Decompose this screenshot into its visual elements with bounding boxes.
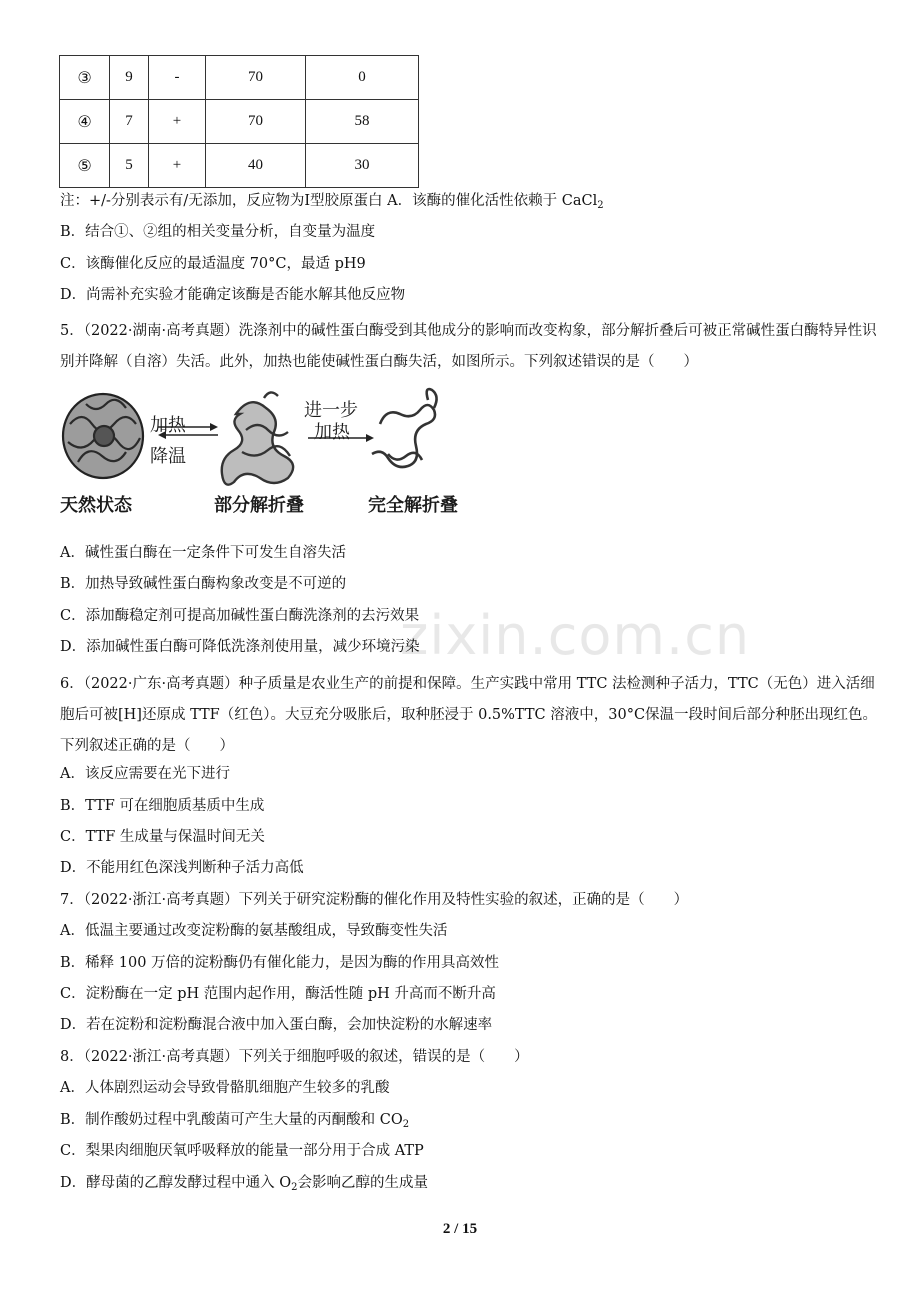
table-cell: ④ xyxy=(60,100,110,144)
watermark: zixin.com.cn xyxy=(400,604,751,667)
q7-option-d: D．若在淀粉和淀粉酶混合液中加入蛋白酶，会加快淀粉的水解速率 xyxy=(60,1017,493,1033)
state-native-label: 天然状态 xyxy=(60,495,132,516)
table-cell: - xyxy=(149,56,206,100)
q8-option-c: C．梨果肉细胞厌氧呼吸释放的能量一部分用于合成 ATP xyxy=(60,1143,424,1159)
q5-option-d: D．添加碱性蛋白酶可降低洗涤剂使用量，减少环境污染 xyxy=(60,639,420,655)
results-table xyxy=(59,55,419,188)
table-cell: ③ xyxy=(60,56,110,100)
table-row xyxy=(60,100,419,144)
figure-drawing xyxy=(58,384,468,494)
q8-option-d: D．酵母菌的乙醇发酵过程中通入 $O_2$会影响乙醇的生成量 xyxy=(60,1175,428,1193)
q7-option-a: A．低温主要通过改变淀粉酶的氨基酸组成，导致酶变性失活 xyxy=(60,923,448,939)
table-cell: 30 xyxy=(306,144,419,188)
q6-option-c: C．TTF 生成量与保温时间无关 xyxy=(60,829,265,845)
q7-option-c: C．淀粉酶在一定 pH 范围内起作用，酶活性随 pH 升高而不断升高 xyxy=(60,986,496,1002)
q5-option-c: C．添加酶稳定剂可提高加碱性蛋白酶洗涤剂的去污效果 xyxy=(60,608,420,624)
table-cell: 70 xyxy=(206,100,306,144)
q6-stem: 6．（2022·广东·高考真题）种子质量是农业生产的前提和保障。生产实践中常用 TTC 法检测种子活力，TTC（无色）进入活细胞后可被[H]还原成 TTF（红色）。大豆充分吸胀后，取种胚浸于 0.5%TTC 溶液中，30°C保温一段时间后部分种胚出现红色。下列叙述正确的是（ ） xyxy=(60,676,878,754)
table-cell: ⑤ xyxy=(60,144,110,188)
q4-option-c: C．该酶催化反应的最适温度 70°C，最适 pH9 xyxy=(60,256,366,272)
fully-unfolded-protein-image xyxy=(372,389,437,467)
q5-option-a: A．碱性蛋白酶在一定条件下可发生自溶失活 xyxy=(60,545,346,561)
arrow1-top-label: 加热 xyxy=(150,415,186,436)
q5-option-b: B．加热导致碱性蛋白酶构象改变是不可逆的 xyxy=(60,576,347,592)
table-cell: 7 xyxy=(110,100,149,144)
table-cell: 40 xyxy=(206,144,306,188)
arrow2-label-line1: 进一步 xyxy=(304,400,358,421)
q8-option-a: A．人体剧烈运动会导致骨骼肌细胞产生较多的乳酸 xyxy=(60,1080,390,1096)
table-cell: 0 xyxy=(306,56,419,100)
q6-option-a: A．该反应需要在光下进行 xyxy=(60,766,230,782)
q7-option-b: B．稀释 100 万倍的淀粉酶仍有催化能力，是因为酶的作用具高效性 xyxy=(60,955,500,971)
state-full-label: 完全解折叠 xyxy=(368,495,458,516)
q4-option-b: B．结合①、②组的相关变量分析，自变量为温度 xyxy=(60,224,376,240)
q8-stem: 8．（2022·浙江·高考真题）下列关于细胞呼吸的叙述，错误的是（ ） xyxy=(60,1049,529,1065)
table-cell: 70 xyxy=(206,56,306,100)
table-row xyxy=(60,144,419,188)
q4-note-option-a: 注：+/-分别表示有/无添加，反应物为Ⅰ型胶原蛋白 A．该酶的催化活性依赖于 CaCl$_2$ xyxy=(60,193,604,211)
q7-stem: 7．（2022·浙江·高考真题）下列关于研究淀粉酶的催化作用及特性实验的叙述，正确的是（ ） xyxy=(60,892,689,908)
native-protein-image xyxy=(63,394,143,478)
q5-stem: 5．（2022·湖南·高考真题）洗涤剂中的碱性蛋白酶受到其他成分的影响而改变构象，部分解折叠后可被正常碱性蛋白酶特异性识别并降解（自溶）失活。此外，加热也能使碱性蛋白酶失活，如图所示。下列叙述错误的是（ ） xyxy=(60,323,877,370)
protein-unfolding-figure xyxy=(58,384,468,522)
state-partial-label: 部分解折叠 xyxy=(214,495,304,516)
arrow1-bottom-label: 降温 xyxy=(150,446,186,467)
table-cell: 58 xyxy=(306,100,419,144)
arrow2-label-line2: 加热 xyxy=(314,422,350,443)
table-cell: 9 xyxy=(110,56,149,100)
q8-option-b: B．制作酸奶过程中乳酸菌可产生大量的丙酮酸和 $CO_2$ xyxy=(60,1112,410,1130)
table-row xyxy=(60,56,419,100)
table-cell: + xyxy=(149,144,206,188)
q4-option-d: D．尚需补充实验才能确定该酶是否能水解其他反应物 xyxy=(60,287,406,303)
table-cell: 5 xyxy=(110,144,149,188)
page-number: 2 / 15 xyxy=(442,1221,478,1237)
q6-option-b: B．TTF 可在细胞质基质中生成 xyxy=(60,798,265,814)
partially-unfolded-protein-image xyxy=(222,392,293,484)
q6-option-d: D．不能用红色深浅判断种子活力高低 xyxy=(60,860,304,876)
table-cell: + xyxy=(149,100,206,144)
